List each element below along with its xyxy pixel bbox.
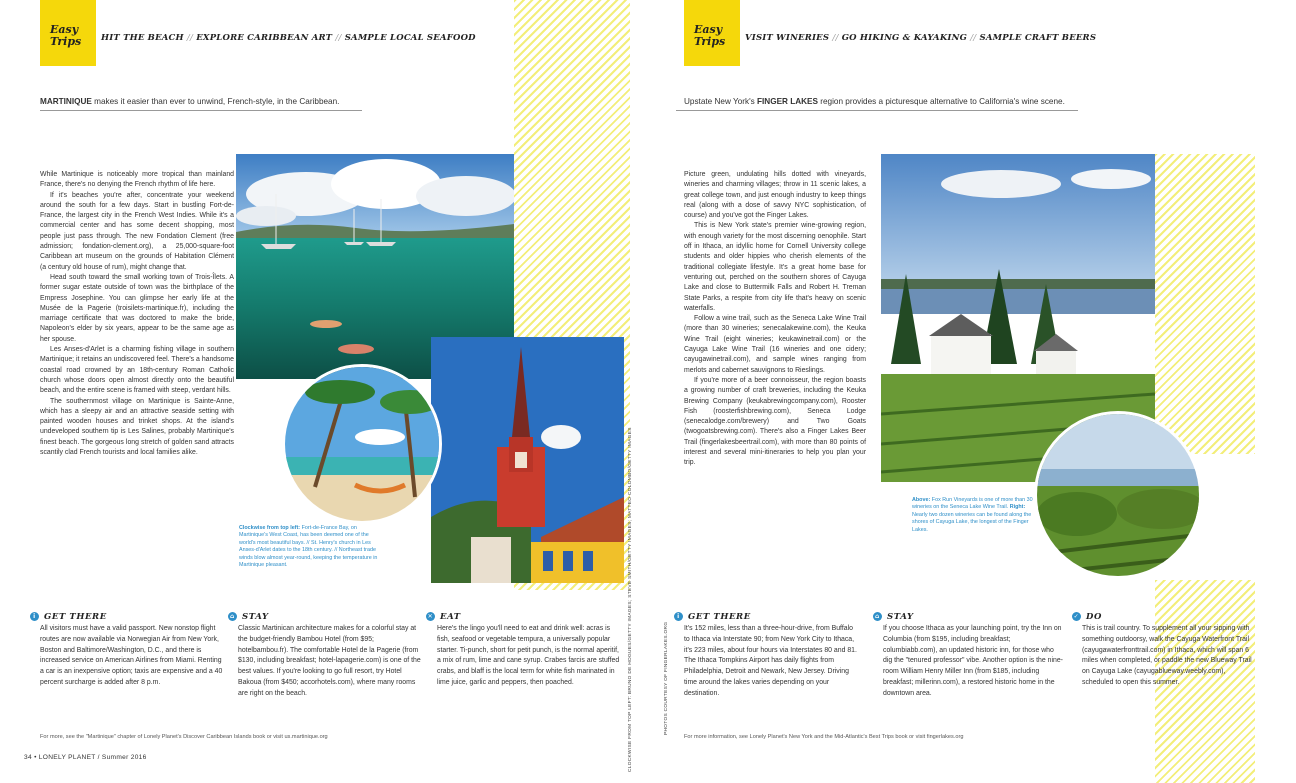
info-icon: i — [674, 612, 683, 621]
page-folio: 34 • LONELY PLANET / Summer 2016 — [24, 754, 147, 761]
house-icon: ⌂ — [873, 612, 882, 621]
right-footnote: For more information, see Lonely Planet's New York and the Mid-Atlantic's Best Trips book or visit fingerlakes.org — [684, 734, 964, 740]
house-icon: ⌂ — [228, 612, 237, 621]
left-topbar: HIT THE BEACH // EXPLORE CARIBBEAN ART // SAMPLE LOCAL SEAFOOD — [101, 33, 476, 43]
left-section-title-stay: ⌂ STAY — [228, 612, 269, 622]
left-intro-rule — [40, 110, 362, 111]
right-intro: Upstate New York's FINGER LAKES region provides a picturesque alternative to California's wine scene. — [684, 97, 1065, 106]
right-paragraph: This is New York state's premier wine-growing region, with enough variety for the most discerning oenophile. Start off in Ithaca, an idyllic home for Cornell University college students and older hippies who cherish elements of the traditional collegiate lifestyle. It's a great home base for venturing out, perched on the southern shores of Cayuga Lake and close to Buttermilk Falls and Robert H. Treman State Parks, a respite from city life that's heavy on scenic waterfalls. — [684, 222, 866, 312]
info-icon: i — [30, 612, 39, 621]
right-intro-rule — [676, 110, 1078, 111]
left-intro: MARTINIQUE makes it easier than ever to unwind, French-style, in the Caribbean. — [40, 97, 340, 106]
right-paragraph: If you're more of a beer connoisseur, the region boasts a growing number of craft breweries, including the Keuka Brewing Company (keukabrewingcompany.com), Rooster Fish (roosterfishbrewing.com), Seneca Lodge (senecalodge.com/brewery) and Two Goats (twogoatsbrewing.com). There's also a Finger Lakes Beer Trail (fingerlakesbeertrail.com), with more than 80 points of interest and several mini-itineraries to help you plan your trip. — [684, 376, 866, 467]
left-easy-trips-badge: Easy Trips — [40, 0, 96, 66]
right-section-text-do: This is trail country. To supplement all your sipping with something outdoorsy, walk the Cayuga Waterfront Trail (cayugawaterfronttrail.com) in Ithaca, which will span 6 miles when completed, or paddle the new Blueway Trail on Cayuga Lake (cayugablueway.weebly.com), scheduled to open this summer. — [1082, 625, 1252, 686]
right-section-title-do: ✓ DO — [1073, 612, 1102, 622]
utensils-icon: ✕ — [427, 613, 434, 620]
left-paragraph: The southernmost village on Martinique is Sainte-Anne, which has a sleepy air and an attractive seaside setting with painted wooden houses and trinket shops. At the island's undeveloped southern tip is Les Salines, probably Martinique's finest beach. The gorgeous long stretch of golden sand attracts scantily clad French tourists and local families alike. — [40, 397, 234, 457]
left-section-text-eat: Here's the lingo you'll need to eat and drink well: acras is fish, seafood or vegetable tempura, a universally popular starter. Ti-punch, short for petit punch, is the normal aperitif, a mix of rum, lime and cane syrup. Crabes farcis are stuffed crabs, and blaff is the local term for white fish marinated in lime juice, garlic and peppers, then poached. — [437, 625, 620, 686]
lake-vineyard-photo — [1034, 411, 1202, 579]
left-section-title-get-there: i GET THERE — [30, 612, 107, 622]
right-easy-trips-badge: Easy Trips — [684, 0, 740, 66]
left-photo-caption: Clockwise from top left: Fort-de-France Bay, on Martinique's West Coast, has been deemed one of the world's most beautiful bays. // St. Henry's church in Les Anses-d'Arlet dates to the 18th century. // Northeast trade winds blow almost year-round, keeping the temperature in Martinique pleasant. — [239, 525, 378, 569]
right-paragraph: Follow a wine trail, such as the Seneca Lake Wine Trail (more than 30 wineries; senecalakewine.com), the Keuka Wine Trail (eight wineries; keukawinetrail.com) or the Cayuga Lake Wine Trail (16 wineries and one cidery; cayugawinetrail.com), and sample wines ranging from merlots and cabernet sauvignons to Rieslings. — [684, 315, 866, 374]
left-section-text-get-there: All visitors must have a valid passport. New nonstop flight routes are now available via Norwegian Air from New York, Boston and Baltimore/Washington, D.C., and there is increased service on American Airlines from Miami. Renting a car is an inexpensive option; taxis are expensive and a 40 percent surcharge is added after 8 p.m. — [40, 625, 223, 686]
left-section-text-stay: Classic Martinican architecture makes for a colorful stay at the budget-friendly Bambou Hotel (from $95; hotelbambou.fr). The comfortable Hotel de la Pagerie (from $130, including breakfast; hotel-lapagerie.com) is one of the best values. If you're looking to go full resort, try Hotel Bakoua (from $450; accorhotels.com), where many rooms are right on the beach. — [238, 625, 421, 697]
left-section-title-eat: ✕ EAT — [427, 612, 461, 622]
left-footnote: For more, see the "Martinique" chapter of Lonely Planet's Discover Caribbean Islands book or visit us.martinique.org — [40, 734, 328, 740]
hammock-photo — [282, 364, 442, 524]
left-paragraph: If it's beaches you're after, concentrate your weekend around the south for a few days. Start in bustling Fort-de-France, the largest city in the French West Indies. While it's a commercial center and has some decent shopping, most people just pass through. The new Fondation Clement (free admission; fondation-clement.org), a 25,000-square-foot Caribbean art museum on the grounds of Habitation Clément (a century old house of rum), might change that. — [40, 191, 234, 271]
left-photo-credit: CLOCKWISE FROM TOP LEFT: BRUNO DE HOGUES/GETTY IMAGES; STEVE SMITH/GETTY IMAGES; MATTEO COLOMBO/GETTY IMAGES — [628, 427, 633, 772]
left-body-column — [40, 170, 234, 458]
right-topbar: VISIT WINERIES // GO HIKING & KAYAKING // SAMPLE CRAFT BEERS — [745, 33, 1097, 43]
right-paragraph: Picture green, undulating hills dotted with vineyards, wineries and charming villages; throw in 11 scenic lakes, a great college town, and just enough industry to keep things real (along with a dose of savvy NYC sophistication, of course) and you've got the Finger Lakes. — [684, 171, 866, 220]
right-photo-credit: PHOTOS COURTESY OF FINGERLAKES.ORG — [664, 621, 669, 735]
right-section-text-stay: If you choose Ithaca as your launching point, try the Inn on Columbia (from $195, including breakfast; columbiabb.com), an updated historic inn, for those who dig the "tenured professor" vibe. Another option is the nine-room William Henry Miller Inn (from $185, including breakfast; millerinn.com), a restored historic home in the downtown area. — [883, 625, 1063, 697]
left-paragraph: Head south toward the small working town of Trois-Îlets. A former sugar estate outside of town was the birthplace of the Empress Josephine. You can glimpse her early life at the Musée de la Pagerie (troisilets-martinique.fr), including the marriage certificate that was doctored to make the bride, Napoleon's elder by six years, appear to be the same age as her spouse. — [40, 273, 234, 343]
right-hatch-decoration-top — [1155, 154, 1255, 454]
right-section-text-get-there: It's 152 miles, less than a three-hour-drive, from Buffalo to Ithaca via Interstate 90; from New York City to Ithaca, it's 223 miles, about four hours via Interstates 80 and 81. The Ithaca Tompkins Airport has daily flights from Philadelphia, Detroit and Newark, New Jersey. Driving time around the lakes varies depending on your destination. — [684, 625, 857, 697]
right-photo-caption: Above: Fox Run Vineyards is one of more than 30 wineries on the Seneca Lake Wine Trail. Right: Nearly two dozen wineries can be found along the shores of Cayuga Lake, the longest of the Finger Lakes. — [912, 497, 1033, 533]
left-paragraph: Les Anses-d'Arlet is a charming fishing village in southern Martinique; it retains an undiscovered feel. There's a handsome coastal road crowned by an 18th-century Roman Catholic church whose doors open almost directly onto the beautiful beach, and the entire scene is framed with steep, verdant hills. — [40, 346, 234, 395]
right-body-column — [684, 170, 866, 469]
church-photo — [431, 337, 624, 583]
right-section-title-stay: ⌂ STAY — [873, 612, 914, 622]
right-section-title-get-there: i GET THERE — [674, 612, 751, 622]
check-icon: ✓ — [1073, 613, 1080, 620]
left-paragraph: While Martinique is noticeably more tropical than mainland France, there's no denying the French rhythm of life here. — [40, 171, 234, 189]
